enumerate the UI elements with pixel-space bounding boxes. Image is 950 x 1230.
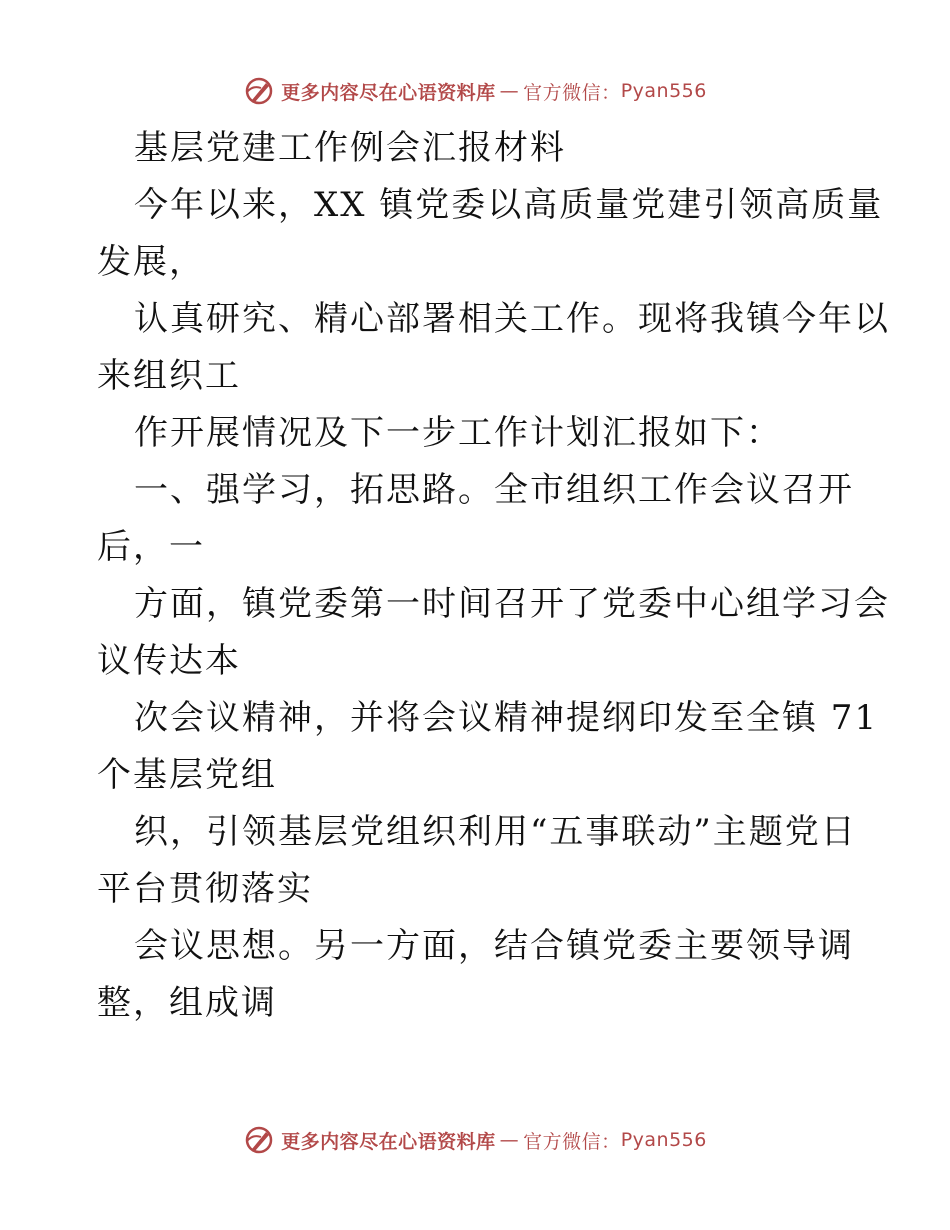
document-title: 基层党建工作例会汇报材料 [134, 128, 566, 168]
paragraph-line: 方面，镇党委第一时间召开了党委中心组学习会 [134, 584, 890, 624]
watermark-footer [0, 1120, 950, 1160]
watermark-id: Pyan556 [620, 1129, 707, 1151]
watermark-main-text: 更多内容尽在心语资料库 [281, 1130, 496, 1153]
paragraph-line: 议传达本 [97, 641, 241, 681]
paragraph-line: 整，组成调 [97, 983, 277, 1023]
watermark-dash: — [499, 80, 520, 102]
paragraph-line: 来组织工 [97, 356, 241, 396]
paragraph-line: 会议思想。另一方面，结合镇党委主要领导调 [134, 926, 854, 966]
document-body [97, 120, 890, 1032]
watermark-dash: — [499, 1129, 520, 1151]
watermark-header [0, 71, 950, 111]
watermark-main-text: 更多内容尽在心语资料库 [281, 81, 496, 104]
paragraph-line: 平台贯彻落实 [97, 869, 313, 909]
paragraph-line: 后，一 [97, 527, 205, 567]
paragraph-line: 织，引领基层党组织利用“五事联动”主题党日 [134, 812, 857, 852]
paragraph-line: 个基层党组 [97, 755, 277, 795]
pen-logo-icon [243, 75, 275, 107]
watermark-label: 官方微信： [523, 81, 621, 104]
section-heading-line: 一、强学习，拓思路。全市组织工作会议召开 [134, 470, 854, 510]
paragraph-line: 今年以来，XX 镇党委以高质量党建引领高质量 [134, 185, 884, 225]
watermark-label: 官方微信： [523, 1130, 621, 1153]
pen-logo-icon [243, 1124, 275, 1156]
watermark-id: Pyan556 [620, 80, 707, 102]
paragraph-line: 认真研究、精心部署相关工作。现将我镇今年以 [134, 299, 890, 339]
paragraph-line: 次会议精神，并将会议精神提纲印发至全镇 71 [134, 698, 879, 738]
paragraph-line: 作开展情况及下一步工作计划汇报如下： [134, 413, 782, 453]
paragraph-line: 发展， [97, 242, 205, 282]
